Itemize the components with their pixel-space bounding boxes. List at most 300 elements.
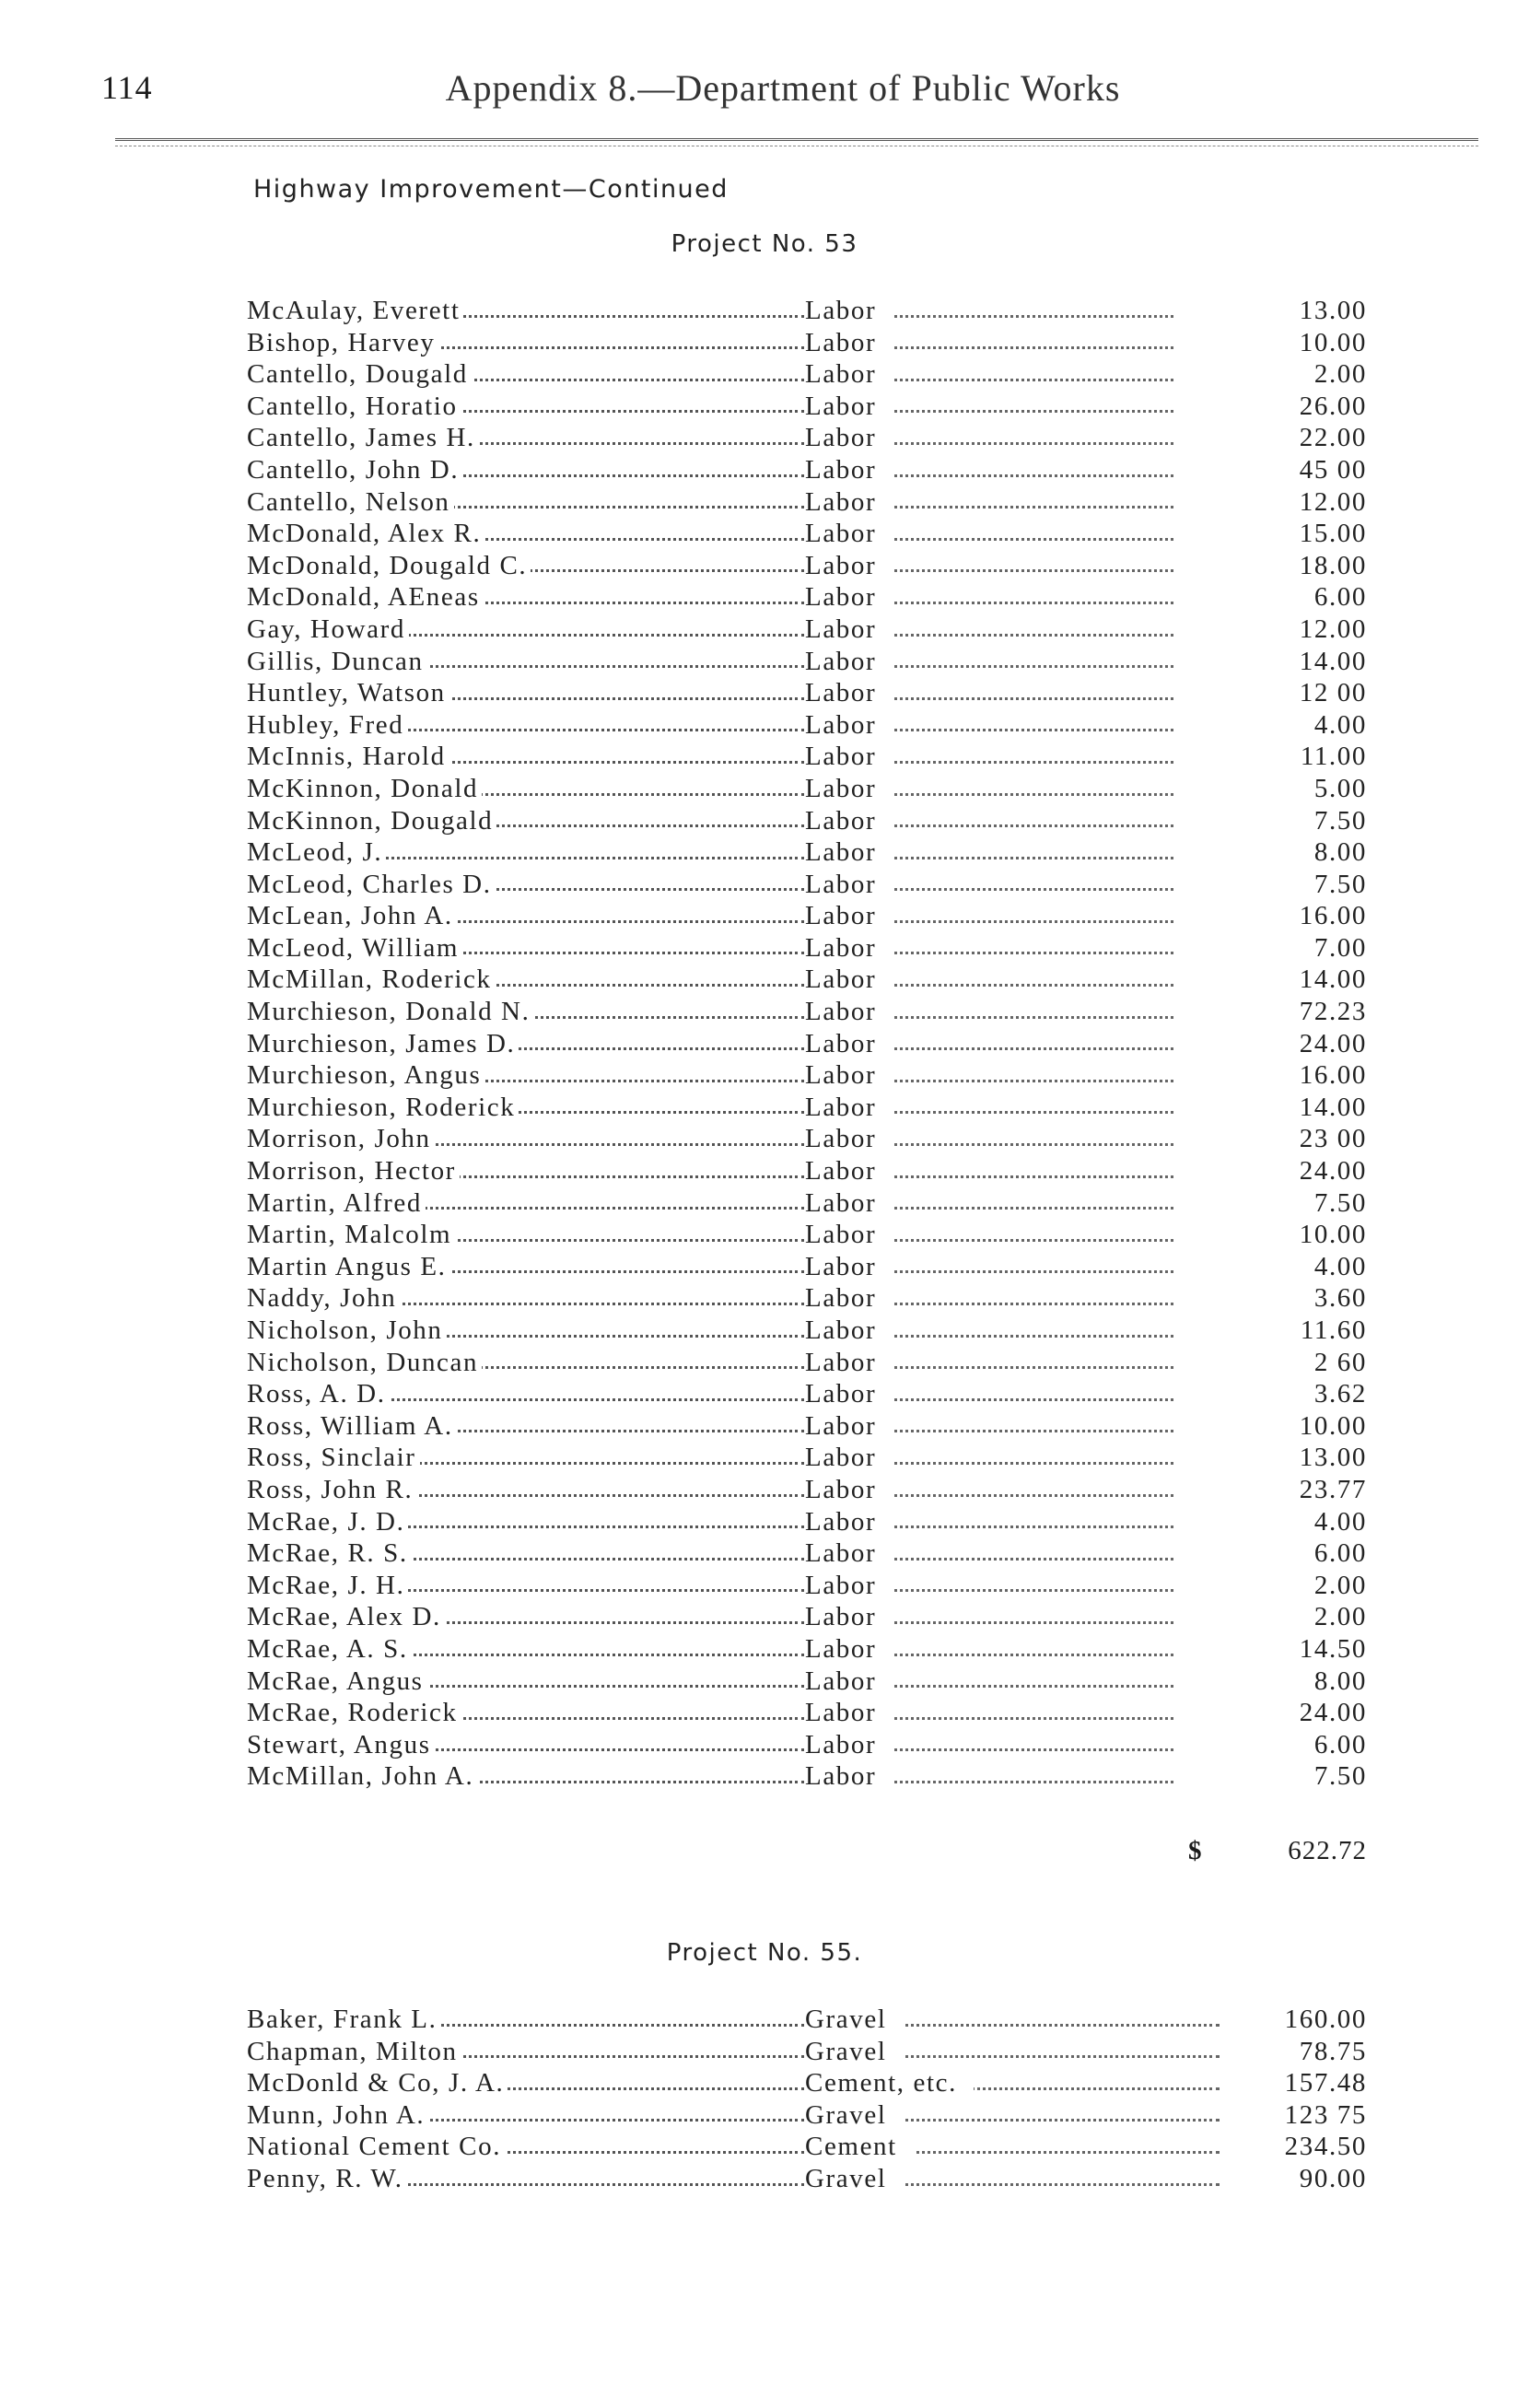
ledger-row [247,2067,1367,2099]
amount: 14.00 [1299,646,1367,676]
amount: 7.50 [1313,869,1367,899]
item-cell [805,1282,1173,1315]
payee-name: McRae, Roderick [247,1698,461,1727]
dollar-sign: $ [1188,1836,1203,1865]
payee-name: Naddy, John [247,1283,400,1313]
item-type: Cement, etc. [805,2068,974,2098]
page-number: 114 [101,69,153,106]
item-type: Labor [805,1571,893,1600]
payee-cell [247,1506,804,1538]
ledger-row [247,391,1367,423]
payee-cell [247,2067,804,2099]
item-type: Labor [805,1379,893,1409]
amount: 3.60 [1313,1283,1367,1314]
ledger-row [247,805,1367,837]
item-cell [805,1378,1173,1410]
item-type: Labor [805,1475,893,1504]
ledger-row [247,1410,1367,1443]
ledger-row [247,2004,1367,2036]
payee-name: McAulay, Everett [247,296,463,325]
payee-name: Baker, Frank L. [247,2005,440,2034]
amount: 10.00 [1299,1410,1367,1441]
ledger-row [247,1059,1367,1092]
payee-name: McLeod, William [247,933,462,963]
ledger-row [247,454,1367,486]
ledger-row [247,1155,1367,1187]
ledger-row [247,1760,1367,1793]
payee-cell [247,996,804,1028]
item-cell [805,805,1173,837]
payee-cell [247,295,804,327]
ledger-row [247,646,1367,678]
item-type: Labor [805,487,893,517]
payee-cell [247,1729,804,1761]
payee-name: Stewart, Angus [247,1730,435,1759]
payee-cell [247,964,804,996]
payee-cell [247,1633,804,1666]
item-type: Labor [805,1283,893,1313]
item-cell [805,1666,1173,1698]
payee-name: Chapman, Milton [247,2037,461,2066]
amount: 23 00 [1299,1124,1367,1154]
payee-cell [247,1251,804,1283]
header-rule [115,138,1478,141]
item-cell [805,836,1173,869]
payee-name: McInnis, Harold [247,742,449,771]
payee-name: Ross, John R. [247,1475,416,1504]
amount: 234.50 [1284,2132,1367,2162]
amount: 12.00 [1299,486,1367,517]
payee-name: McMillan, John A. [247,1761,477,1791]
amount: 16.00 [1299,1060,1367,1091]
item-type: Labor [805,647,893,676]
item-type: Labor [805,1507,893,1537]
item-type: Labor [805,806,893,836]
item-type: Labor [805,1188,893,1218]
amount: 24.00 [1299,1156,1367,1186]
payee-name: National Cement Co. [247,2132,505,2161]
payee-cell [247,932,804,964]
item-cell [805,900,1173,932]
amount: 5.00 [1313,773,1367,803]
item-type: Labor [805,519,893,548]
payee-cell [247,1601,804,1633]
item-cell [805,1123,1173,1155]
item-type: Labor [805,1060,893,1090]
payee-name: McLean, John A. [247,901,457,930]
amount: 8.00 [1313,837,1367,868]
payee-cell [247,1155,804,1187]
payee-name: Gay, Howard [247,614,409,644]
amount: 7.50 [1313,805,1367,836]
amount: 2.00 [1313,1570,1367,1600]
item-cell [805,1347,1173,1379]
payee-name: McKinnon, Donald [247,774,482,803]
item-cell [805,581,1173,614]
ledger-row [247,869,1367,901]
item-cell [805,1155,1173,1187]
amount: 6.00 [1313,1538,1367,1569]
item-type: Labor [805,1093,893,1122]
item-cell [805,295,1173,327]
item-type: Labor [805,328,893,357]
ledger-row [247,2036,1367,2068]
payee-cell [247,1059,804,1092]
amount: 7.00 [1313,932,1367,963]
item-type: Labor [805,742,893,771]
amount: 13.00 [1299,296,1367,325]
amount: 2.00 [1313,359,1367,390]
ledger-row [247,741,1367,773]
payee-cell [247,454,804,486]
item-cell [805,1219,1173,1251]
payee-name: Ross, Sinclair [247,1443,420,1472]
payee-cell [247,677,804,709]
payee-cell [247,900,804,932]
ledger-row [247,773,1367,805]
item-cell [805,2131,1220,2163]
item-type: Labor [805,423,893,452]
item-cell [805,996,1173,1028]
payee-cell [247,1697,804,1729]
payee-cell [247,1282,804,1315]
payee-name: McDonald, Dougald C. [247,551,531,580]
ledger-row [247,996,1367,1028]
amount: 3.62 [1313,1379,1367,1409]
amount: 8.00 [1313,1666,1367,1696]
payee-name: Morrison, John [247,1124,435,1153]
ledger-row [247,1697,1367,1729]
payee-name: McDonald, Alex R. [247,519,484,548]
ledger-row [247,550,1367,582]
payee-cell [247,1219,804,1251]
payee-name: Cantello, Horatio [247,392,461,421]
ledger-row [247,1347,1367,1379]
item-type: Gravel [805,2005,904,2034]
payee-cell [247,2099,804,2132]
payee-cell [247,1315,804,1347]
item-cell [805,518,1173,550]
payee-name: Martin Angus E. [247,1252,450,1281]
ledger-row [247,327,1367,359]
amount: 15.00 [1299,519,1367,549]
item-type: Labor [805,710,893,740]
payee-cell [247,869,804,901]
item-cell [805,614,1173,646]
ledger-row [247,1092,1367,1124]
payee-cell [247,614,804,646]
ledger-row [247,1729,1367,1761]
item-type: Gravel [805,2164,904,2193]
item-type: Labor [805,1348,893,1377]
ledger-row [247,2099,1367,2132]
payee-cell [247,518,804,550]
payee-name: Cantello, Dougald [247,359,472,389]
ledger-row [247,1474,1367,1506]
ledger-row [247,2131,1367,2163]
payee-cell [247,1187,804,1220]
item-cell [805,2067,1220,2099]
ledger-row [247,295,1367,327]
amount: 16.00 [1299,901,1367,931]
payee-cell [247,2004,804,2036]
item-cell [805,327,1173,359]
project-55-ledger [247,2004,1367,2195]
payee-name: McRae, Angus [247,1666,427,1696]
item-type: Labor [805,1124,893,1153]
payee-name: Huntley, Watson [247,678,449,707]
ledger-row [247,1219,1367,1251]
item-type: Labor [805,997,893,1026]
payee-cell [247,2036,804,2068]
item-cell [805,1410,1173,1443]
ledger-row [247,486,1367,519]
payee-cell [247,1410,804,1443]
amount: 10.00 [1299,327,1367,357]
ledger-row [247,1570,1367,1602]
ledger-row [247,709,1367,742]
amount: 23.77 [1299,1474,1367,1504]
payee-cell [247,550,804,582]
amount: 6.00 [1313,582,1367,613]
payee-name: Hubley, Fred [247,710,407,740]
amount: 4.00 [1313,1251,1367,1281]
item-cell [805,1729,1173,1761]
item-type: Labor [805,359,893,389]
item-cell [805,2036,1220,2068]
ledger-row [247,1187,1367,1220]
ledger-row [247,1442,1367,1474]
item-cell [805,1059,1173,1092]
payee-cell [247,327,804,359]
amount: 72.23 [1299,997,1367,1027]
item-cell [805,1633,1173,1666]
item-cell [805,2004,1220,2036]
item-type: Labor [805,1411,893,1441]
payee-cell [247,1092,804,1124]
ledger-row [247,2163,1367,2195]
item-cell [805,932,1173,964]
ledger-row [247,900,1367,932]
item-cell [805,1442,1173,1474]
project-53-heading: Project No. 53 [671,230,858,258]
total-amount: 622.72 [1288,1836,1367,1865]
item-cell [805,422,1173,454]
item-cell [805,741,1173,773]
ledger-row [247,358,1367,391]
item-type: Labor [805,837,893,867]
ledger-row [247,581,1367,614]
ledger-row [247,677,1367,709]
ledger-row [247,614,1367,646]
item-cell [805,550,1173,582]
item-type: Labor [805,1443,893,1472]
running-title: Appendix 8.—Department of Public Works [445,67,1121,109]
payee-name: McDonald, AEneas [247,582,484,612]
item-type: Labor [805,1602,893,1631]
payee-name: McRae, A. S. [247,1634,412,1664]
payee-cell [247,486,804,519]
payee-name: Nicholson, Duncan [247,1348,482,1377]
payee-cell [247,1028,804,1060]
amount: 160.00 [1284,2005,1367,2034]
payee-name: McLeod, J. [247,837,386,867]
item-cell [805,391,1173,423]
amount: 12.00 [1299,614,1367,644]
payee-cell [247,581,804,614]
payee-name: McMillan, Roderick [247,964,496,994]
ledger-row [247,1666,1367,1698]
item-cell [805,1315,1173,1347]
item-cell [805,1601,1173,1633]
amount: 13.00 [1299,1443,1367,1473]
payee-name: McKinnon, Dougald [247,806,496,836]
payee-cell [247,1570,804,1602]
item-cell [805,869,1173,901]
ledger-row [247,1378,1367,1410]
item-cell [805,1251,1173,1283]
item-cell [805,1474,1173,1506]
payee-name: Cantello, Nelson [247,487,454,517]
amount: 11.00 [1300,742,1367,772]
payee-cell [247,2163,804,2195]
payee-name: Ross, A. D. [247,1379,390,1409]
ledger-row [247,836,1367,869]
item-type: Labor [805,551,893,580]
payee-name: McRae, J. D. [247,1507,408,1537]
payee-cell [247,2131,804,2163]
payee-name: McRae, J. H. [247,1571,408,1600]
item-cell [805,1092,1173,1124]
item-type: Labor [805,870,893,899]
amount: 78.75 [1299,2036,1367,2066]
amount: 4.00 [1313,709,1367,740]
ledger-row [247,1028,1367,1060]
payee-name: McLeod, Charles D. [247,870,496,899]
amount: 14.00 [1299,964,1367,995]
item-type: Labor [805,1315,893,1345]
payee-cell [247,646,804,678]
payee-cell [247,709,804,742]
item-type: Labor [805,296,893,325]
payee-cell [247,1666,804,1698]
item-type: Labor [805,392,893,421]
payee-name: Ross, William A. [247,1411,457,1441]
item-cell [805,1760,1173,1793]
amount: 45 00 [1299,454,1367,485]
amount: 12 00 [1299,678,1367,708]
payee-name: McDonld & Co, J. A. [247,2068,508,2098]
amount: 6.00 [1313,1729,1367,1759]
item-type: Labor [805,1761,893,1791]
payee-cell [247,391,804,423]
amount: 24.00 [1299,1698,1367,1728]
ledger-row [247,1251,1367,1283]
payee-name: Morrison, Hector [247,1156,460,1186]
amount: 11.60 [1300,1315,1367,1345]
item-type: Labor [805,1634,893,1664]
item-cell [805,454,1173,486]
amount: 2.00 [1313,1602,1367,1632]
payee-cell [247,1760,804,1793]
payee-cell [247,358,804,391]
ledger-row [247,1315,1367,1347]
payee-name: Nicholson, John [247,1315,447,1345]
item-type: Labor [805,901,893,930]
section-heading: Highway Improvement—Continued [253,175,729,204]
item-type: Labor [805,1252,893,1281]
item-cell [805,1537,1173,1570]
payee-name: Gillis, Duncan [247,647,427,676]
payee-name: Cantello, James H. [247,423,479,452]
item-type: Labor [805,455,893,485]
amount: 4.00 [1313,1506,1367,1537]
ledger-row [247,1506,1367,1538]
item-cell [805,709,1173,742]
item-cell [805,2099,1220,2132]
item-type: Labor [805,964,893,994]
item-cell [805,486,1173,519]
item-type: Labor [805,1730,893,1759]
item-cell [805,358,1173,391]
page-header [101,59,1465,114]
payee-name: Murchieson, James D. [247,1029,519,1058]
payee-name: Munn, John A. [247,2100,428,2130]
payee-name: Murchieson, Angus [247,1060,484,1090]
ledger-row [247,1123,1367,1155]
ledger-row [247,1601,1367,1633]
amount: 24.00 [1299,1028,1367,1058]
item-type: Labor [805,1156,893,1186]
payee-cell [247,836,804,869]
payee-cell [247,1537,804,1570]
amount: 22.00 [1299,423,1367,453]
payee-cell [247,1474,804,1506]
item-cell [805,1697,1173,1729]
ledger-row [247,932,1367,964]
payee-name: Martin, Alfred [247,1188,426,1218]
payee-name: McRae, R. S. [247,1538,412,1568]
project-53-total [1170,1836,1367,1869]
item-type: Gravel [805,2100,904,2130]
item-cell [805,2163,1220,2195]
item-type: Labor [805,582,893,612]
amount: 7.50 [1313,1187,1367,1218]
payee-cell [247,422,804,454]
payee-cell [247,1347,804,1379]
project-53-ledger [247,295,1367,1793]
item-type: Labor [805,1029,893,1058]
item-cell [805,646,1173,678]
amount: 2 60 [1313,1347,1367,1377]
payee-name: Bishop, Harvey [247,328,438,357]
project-55-heading: Project No. 55. [666,1939,863,1967]
item-type: Labor [805,774,893,803]
payee-name: Cantello, John D. [247,455,462,485]
item-type: Labor [805,614,893,644]
item-type: Labor [805,1220,893,1249]
item-type: Labor [805,1698,893,1727]
ledger-row [247,1282,1367,1315]
item-cell [805,1187,1173,1220]
amount: 123 75 [1284,2099,1367,2130]
payee-name: Penny, R. W. [247,2164,407,2193]
item-type: Labor [805,678,893,707]
item-cell [805,1506,1173,1538]
payee-cell [247,805,804,837]
payee-cell [247,741,804,773]
item-cell [805,677,1173,709]
